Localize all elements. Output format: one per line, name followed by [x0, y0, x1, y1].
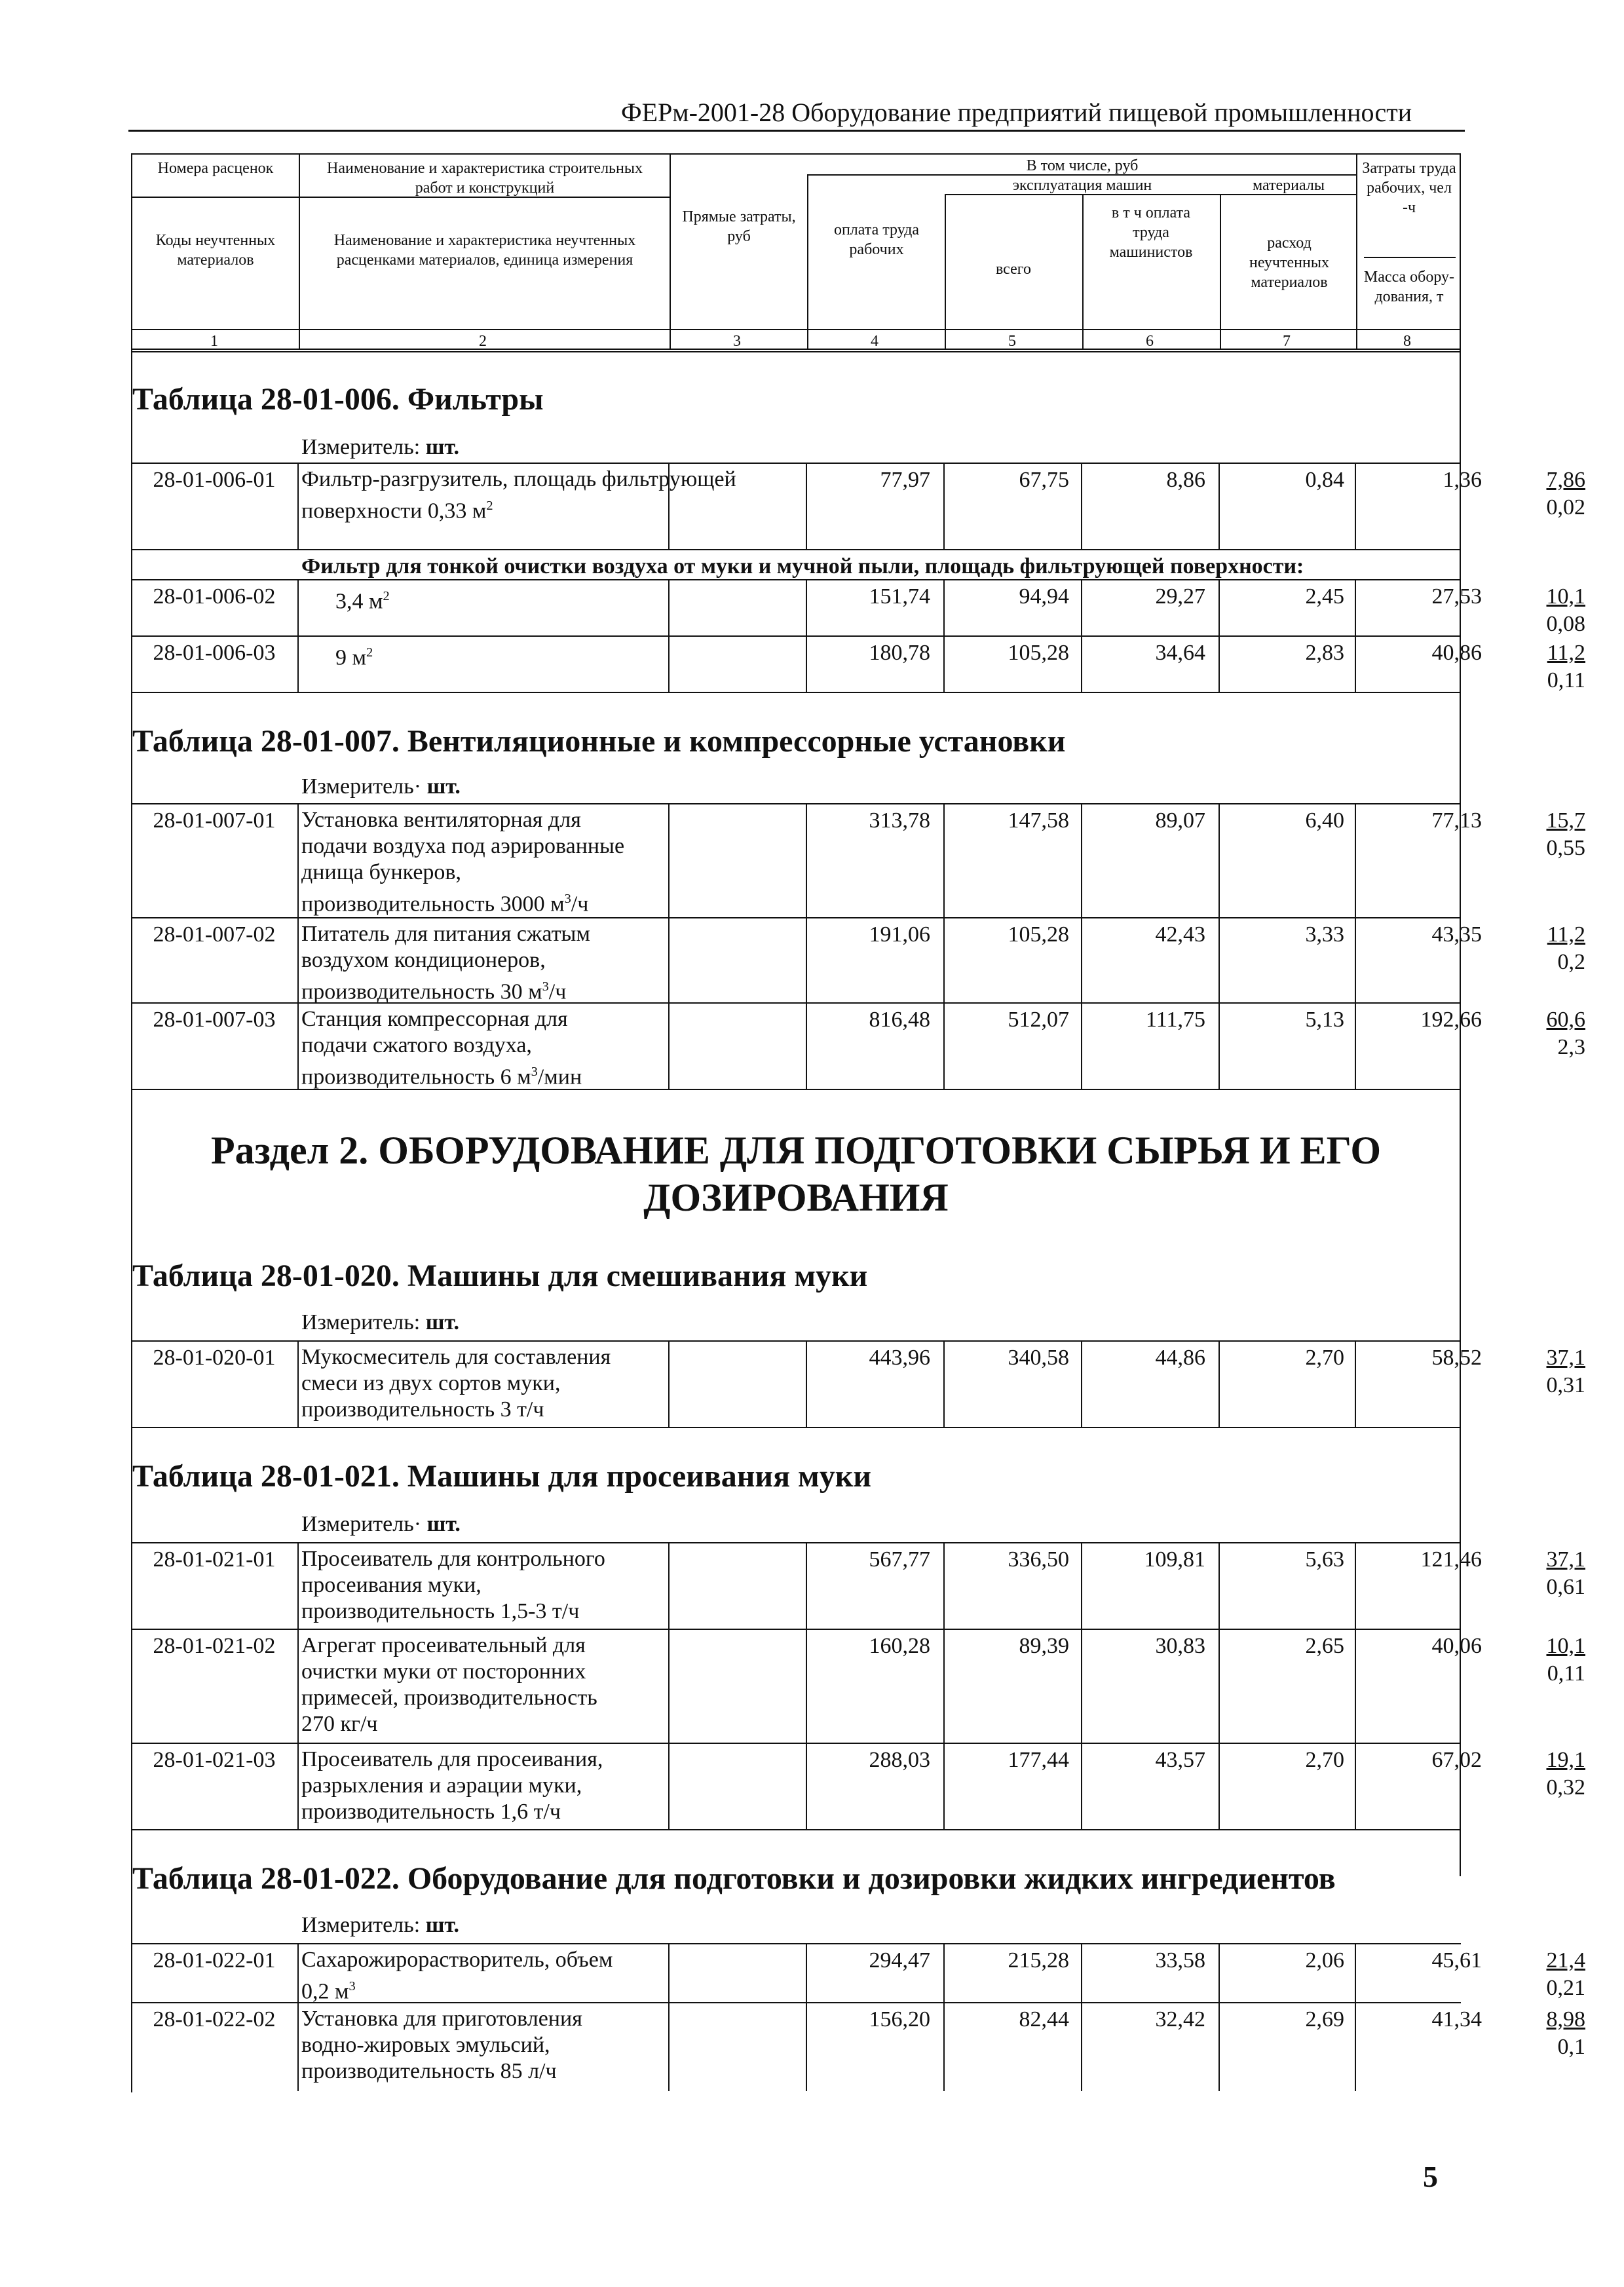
materials-cost: 58,52 — [1431, 1346, 1482, 1370]
labor-hours: 15,7 — [1546, 808, 1585, 833]
cell-divider — [297, 1543, 299, 1629]
rate-name-line: Просеиватель для контрольного — [301, 1547, 605, 1571]
rate-name-line: подачи сжатого воздуха, — [301, 1033, 532, 1057]
rate-name — [301, 1006, 791, 1090]
rate-code: 28-01-021-02 — [153, 1634, 276, 1658]
table-row — [131, 1630, 1585, 1743]
col-number: 1 — [210, 333, 218, 350]
labor-pay: 215,28 — [1008, 1948, 1069, 1973]
materials-cost: 27,53 — [1431, 584, 1482, 609]
materials-cost: 1,36 — [1443, 468, 1482, 492]
col-number: 4 — [871, 333, 878, 350]
labor-hours: 10,1 — [1546, 584, 1585, 609]
rate-name-line: просеивания муки, — [301, 1573, 482, 1597]
table-row — [131, 2003, 1585, 2091]
materials-cost: 43,35 — [1431, 922, 1482, 947]
machines-total: 34,64 — [1155, 641, 1205, 665]
col-divider — [1356, 155, 1357, 350]
rate-name-line: Станция компрессорная для — [301, 1007, 568, 1031]
cell-divider — [297, 1630, 299, 1743]
machinists-pay: 3,33 — [1305, 922, 1344, 947]
rate-name-line: производительность 85 л/ч — [301, 2059, 557, 2083]
col-divider — [807, 174, 808, 350]
measure-unit — [301, 1310, 459, 1335]
measure-value: шт. — [425, 435, 460, 459]
machines-total: 33,58 — [1155, 1948, 1205, 1973]
equipment-mass: 0,02 — [1546, 495, 1585, 520]
unit-suffix: /ч — [548, 979, 567, 1004]
col-number: 2 — [479, 333, 487, 350]
section-title-line: ДОЗИРОВАНИЯ — [643, 1176, 949, 1219]
labor-pay: 512,07 — [1008, 1008, 1069, 1032]
machinists-pay: 2,65 — [1305, 1634, 1344, 1658]
machinists-pay: 0,84 — [1305, 468, 1344, 492]
rate-name-line — [301, 1059, 791, 1090]
machines-total: 111,75 — [1146, 1008, 1205, 1032]
group-header: В том числе, руб — [1026, 157, 1139, 174]
rate-name-line: Установка вентиляторная для — [301, 808, 581, 832]
equipment-mass: 0,32 — [1546, 1775, 1585, 1800]
rate-name — [301, 1633, 791, 1737]
measure-label: Измеритель: — [301, 435, 421, 459]
col-number: 8 — [1403, 333, 1411, 350]
row-border — [131, 1089, 1461, 1090]
col3-header: Прямые затраты, руб — [682, 208, 796, 245]
rate-name-line — [301, 973, 791, 1005]
section-title-line: Раздел 2. ОБОРУДОВАНИЕ ДЛЯ ПОДГОТОВКИ СЫРЬЯ И ЕГО — [210, 1129, 1382, 1172]
col8-top-header: Затраты труда рабочих, чел -ч — [1362, 160, 1456, 216]
direct-cost: 313,78 — [869, 808, 930, 833]
labor-hours: 19,1 — [1546, 1748, 1585, 1772]
col8-bottom-header: Масса обору-дования, т — [1363, 269, 1455, 305]
column-number-row — [131, 330, 1461, 354]
equipment-mass: 0,1 — [1557, 2035, 1585, 2059]
labor-hours: 8,98 — [1546, 2007, 1585, 2032]
col-divider — [945, 194, 946, 350]
measure-unit — [301, 1913, 459, 1938]
col1-bottom-header: Коды неучтенных материалов — [155, 232, 276, 269]
measure-label: Измеритель· — [301, 1512, 422, 1536]
machinists-pay: 2,45 — [1305, 584, 1344, 609]
materials-cost: 77,13 — [1431, 808, 1482, 833]
cell-divider — [297, 1744, 299, 1829]
table-row — [131, 804, 1585, 917]
rate-name-line: производительность 1,6 т/ч — [301, 1800, 561, 1824]
labor-pay: 89,39 — [1019, 1634, 1069, 1658]
labor-hours: 37,1 — [1546, 1346, 1585, 1370]
rate-name — [301, 807, 791, 917]
table-row — [131, 580, 1585, 636]
labor-hours: 10,1 — [1546, 1634, 1585, 1658]
machines-total: 30,83 — [1155, 1634, 1205, 1658]
rate-name-line: водно-жировых эмульсий, — [301, 2033, 550, 2057]
machinists-pay: 2,70 — [1305, 1748, 1344, 1772]
measure-unit — [301, 1512, 461, 1537]
rate-name-text: 9 м — [335, 645, 367, 670]
direct-cost: 191,06 — [869, 922, 930, 947]
table-title: Таблица 28-01-020. Машины для смешивания муки — [132, 1258, 868, 1293]
row-border — [131, 351, 1461, 352]
table-title: Таблица 28-01-007. Вентиляционные и компрессорные установки — [132, 724, 1066, 759]
rate-name — [335, 583, 825, 614]
rate-name — [301, 466, 791, 524]
rate-code: 28-01-007-03 — [153, 1008, 276, 1032]
labor-pay: 336,50 — [1008, 1547, 1069, 1572]
measure-unit — [301, 774, 461, 799]
rate-code: 28-01-006-01 — [153, 468, 276, 492]
machinists-pay: 2,83 — [1305, 641, 1344, 665]
table-row — [131, 1342, 1585, 1427]
col-divider — [670, 155, 671, 350]
superscript: 3 — [531, 1065, 538, 1079]
rate-name-line: Сахарожирорастворитель, объем — [301, 1948, 613, 1972]
table-row — [131, 1944, 1585, 2004]
superscript: 2 — [366, 645, 373, 660]
superscript: 3 — [349, 1979, 356, 1994]
superscript: 3 — [542, 979, 549, 994]
machines-header: эксплуатация машин — [1012, 177, 1152, 194]
rate-code: 28-01-021-03 — [153, 1748, 276, 1772]
rate-name — [301, 1747, 791, 1825]
row-divider — [1364, 257, 1456, 258]
measure-value: шт. — [425, 1310, 460, 1334]
machinists-pay: 2,06 — [1305, 1948, 1344, 1973]
rate-name-text: производительность 3000 м — [301, 892, 565, 917]
rate-code: 28-01-020-01 — [153, 1346, 276, 1370]
cell-divider — [297, 464, 299, 549]
rate-name-text: производительность 6 м — [301, 1065, 531, 1089]
machinists-pay: 2,70 — [1305, 1346, 1344, 1370]
machines-total: 42,43 — [1155, 922, 1205, 947]
direct-cost: 151,74 — [869, 584, 930, 609]
cell-divider — [297, 2003, 299, 2091]
machines-total: 32,42 — [1155, 2007, 1205, 2032]
table-row — [131, 1004, 1585, 1089]
rate-name — [301, 2006, 791, 2085]
rate-name — [301, 1344, 791, 1423]
table-row — [131, 1543, 1585, 1629]
rate-code: 28-01-022-02 — [153, 2007, 276, 2032]
superscript: 2 — [383, 589, 390, 603]
rate-name-text: 3,4 м — [335, 589, 383, 614]
col-divider — [299, 155, 300, 350]
table-row — [131, 637, 1585, 692]
cell-divider — [297, 637, 299, 692]
measure-value: шт. — [426, 774, 461, 799]
rate-name-line: 270 кг/ч — [301, 1712, 378, 1736]
labor-hours: 11,2 — [1547, 641, 1585, 665]
labor-hours: 7,86 — [1546, 468, 1585, 492]
machines-total: 44,86 — [1155, 1346, 1205, 1370]
materials-header: материалы — [1252, 177, 1325, 194]
superscript: 2 — [486, 499, 493, 513]
rate-name — [301, 921, 791, 1005]
measure-label: Измеритель: — [301, 1913, 421, 1937]
equipment-mass: 0,31 — [1546, 1373, 1585, 1397]
row-border — [131, 1427, 1461, 1428]
labor-pay: 94,94 — [1019, 584, 1069, 609]
equipment-mass: 0,11 — [1547, 1661, 1585, 1686]
rate-name-line: Мукосмеситель для составления — [301, 1345, 611, 1369]
materials-cost: 40,06 — [1431, 1634, 1482, 1658]
unit-suffix: /мин — [537, 1065, 582, 1089]
direct-cost: 567,77 — [869, 1547, 930, 1572]
row-border — [131, 1829, 1461, 1830]
column-header-block — [131, 153, 1461, 350]
equipment-mass: 0,21 — [1546, 1976, 1585, 2000]
rate-name-line: Питатель для питания сжатым — [301, 922, 590, 946]
rate-name — [335, 639, 825, 671]
labor-pay: 105,28 — [1008, 922, 1069, 947]
labor-pay: 67,75 — [1019, 468, 1069, 492]
col-divider — [1082, 194, 1084, 350]
labor-pay: 340,58 — [1008, 1346, 1069, 1370]
labor-hours: 11,2 — [1547, 922, 1585, 947]
row-divider — [132, 197, 299, 198]
header-rule — [128, 130, 1465, 132]
table-title: Таблица 28-01-021. Машины для просеивания муки — [132, 1459, 872, 1494]
rate-name-text: 0,2 м — [301, 1979, 349, 2004]
subgroup-heading: Фильтр для тонкой очистки воздуха от муки и мучной пыли, площадь фильтрующей поверхности: — [301, 554, 1304, 578]
measure-label: Измеритель· — [301, 774, 422, 799]
table-title: Таблица 28-01-022. Оборудование для подготовки и дозировки жидких ингредиентов — [132, 1861, 1336, 1896]
machines-total: 8,86 — [1166, 468, 1205, 492]
rate-code: 28-01-007-02 — [153, 922, 276, 947]
cell-divider — [297, 1342, 299, 1427]
machinists-pay: 6,40 — [1305, 808, 1344, 833]
rate-code: 28-01-007-01 — [153, 808, 276, 833]
col-number: 7 — [1283, 333, 1291, 350]
labor-pay: 82,44 — [1019, 2007, 1069, 2032]
rate-code: 28-01-006-03 — [153, 641, 276, 665]
labor-hours: 60,6 — [1546, 1008, 1585, 1032]
machinists-pay: 5,13 — [1305, 1008, 1344, 1032]
direct-cost: 443,96 — [869, 1346, 930, 1370]
machines-total: 89,07 — [1155, 808, 1205, 833]
direct-cost: 77,97 — [880, 468, 930, 492]
labor-pay: 105,28 — [1008, 641, 1069, 665]
section-title — [131, 1127, 1461, 1221]
equipment-mass: 0,55 — [1546, 836, 1585, 860]
direct-cost: 816,48 — [869, 1008, 930, 1032]
row-border — [131, 692, 1461, 693]
rate-name-line: Агрегат просеивательный для — [301, 1633, 586, 1657]
table-row — [131, 1744, 1585, 1829]
rate-name — [301, 1546, 791, 1625]
cell-divider — [297, 580, 299, 635]
materials-cost: 45,61 — [1431, 1948, 1482, 1973]
col2-bottom-header: Наименование и характеристика неучтенных расценками материалов, единица измерения — [333, 232, 636, 269]
col-number: 3 — [733, 333, 741, 350]
labor-hours: 37,1 — [1546, 1547, 1585, 1572]
labor-pay: 177,44 — [1008, 1748, 1069, 1772]
rate-code: 28-01-006-02 — [153, 584, 276, 609]
machinists-pay: 5,63 — [1305, 1547, 1344, 1572]
labor-hours: 21,4 — [1546, 1948, 1585, 1973]
rate-name-line: производительность 3 т/ч — [301, 1397, 544, 1422]
labor-pay: 147,58 — [1008, 808, 1069, 833]
rate-code: 28-01-021-01 — [153, 1547, 276, 1572]
rate-name-line: очистки муки от посторонних — [301, 1659, 586, 1684]
equipment-mass: 2,3 — [1557, 1035, 1585, 1059]
col1-top-header: Номера расценок — [157, 160, 274, 177]
rate-name-line: подачи воздуха под аэрированные — [301, 834, 625, 858]
rate-name-line — [301, 886, 791, 917]
materials-cost: 40,86 — [1431, 641, 1482, 665]
cell-divider — [297, 804, 299, 917]
col5-header: всего — [995, 261, 1032, 278]
machines-total: 109,81 — [1144, 1547, 1205, 1572]
page-number: 5 — [1423, 2160, 1438, 2193]
running-header: ФЕРм-2001-28 Оборудование предприятий пищевой промышленности — [621, 98, 1412, 127]
col6-header: в т ч оплата труда машинистов — [1109, 204, 1193, 261]
machines-total: 29,27 — [1155, 584, 1205, 609]
machinists-pay: 2,69 — [1305, 2007, 1344, 2032]
rate-name-line: разрыхления и аэрации муки, — [301, 1773, 582, 1798]
col-number: 5 — [1008, 333, 1016, 350]
rate-name-line: Просеиватель для просеивания, — [301, 1747, 603, 1771]
direct-cost: 288,03 — [869, 1748, 930, 1772]
measure-label: Измеритель: — [301, 1310, 421, 1334]
col2-top-header: Наименование и характеристика строительных работ и конструкций — [327, 160, 643, 197]
col7-header: расход неучтенных материалов — [1249, 235, 1329, 291]
rate-name-text: Фильтр-разгрузитель, площадь фильтрующей поверхности 0,33 м — [301, 467, 736, 523]
cell-divider — [297, 918, 299, 1002]
rate-name-line — [301, 1973, 791, 2005]
materials-cost: 67,02 — [1431, 1748, 1482, 1772]
equipment-mass: 0,61 — [1546, 1575, 1585, 1599]
col-divider — [1220, 194, 1221, 350]
unit-suffix: /ч — [571, 892, 589, 917]
equipment-mass: 0,11 — [1547, 668, 1585, 692]
rate-name-line: производительность 1,5-3 т/ч — [301, 1599, 580, 1623]
rate-code: 28-01-022-01 — [153, 1948, 276, 1973]
direct-cost: 160,28 — [869, 1634, 930, 1658]
table-row — [131, 918, 1585, 1004]
direct-cost: 180,78 — [869, 641, 930, 665]
rate-name-line: днища бункеров, — [301, 860, 461, 884]
direct-cost: 294,47 — [869, 1948, 930, 1973]
rate-name — [301, 1947, 791, 2005]
cell-divider — [297, 1004, 299, 1089]
rate-name-line: примесей, производительность — [301, 1686, 597, 1710]
table-title: Таблица 28-01-006. Фильтры — [132, 382, 544, 417]
rate-name-line: воздухом кондиционеров, — [301, 948, 546, 972]
measure-unit — [301, 435, 459, 460]
measure-value: шт. — [425, 1913, 460, 1937]
rate-name-line: Установка для приготовления — [301, 2007, 582, 2031]
cell-divider — [297, 1944, 299, 2002]
measure-value: шт. — [426, 1512, 461, 1536]
col4-header: оплата труда рабочих — [833, 221, 920, 258]
col-number: 6 — [1146, 333, 1154, 350]
rate-name-line: смеси из двух сортов муки, — [301, 1371, 561, 1395]
equipment-mass: 0,08 — [1546, 612, 1585, 636]
row-border — [131, 549, 1461, 550]
machines-total: 43,57 — [1155, 1748, 1205, 1772]
materials-cost: 41,34 — [1431, 2007, 1482, 2032]
materials-cost: 192,66 — [1420, 1008, 1482, 1032]
rate-name-text: производительность 30 м — [301, 979, 542, 1004]
superscript: 3 — [564, 892, 571, 906]
materials-cost: 121,46 — [1420, 1547, 1482, 1572]
table-row — [131, 464, 1585, 549]
equipment-mass: 0,2 — [1557, 950, 1585, 974]
direct-cost: 156,20 — [869, 2007, 930, 2032]
